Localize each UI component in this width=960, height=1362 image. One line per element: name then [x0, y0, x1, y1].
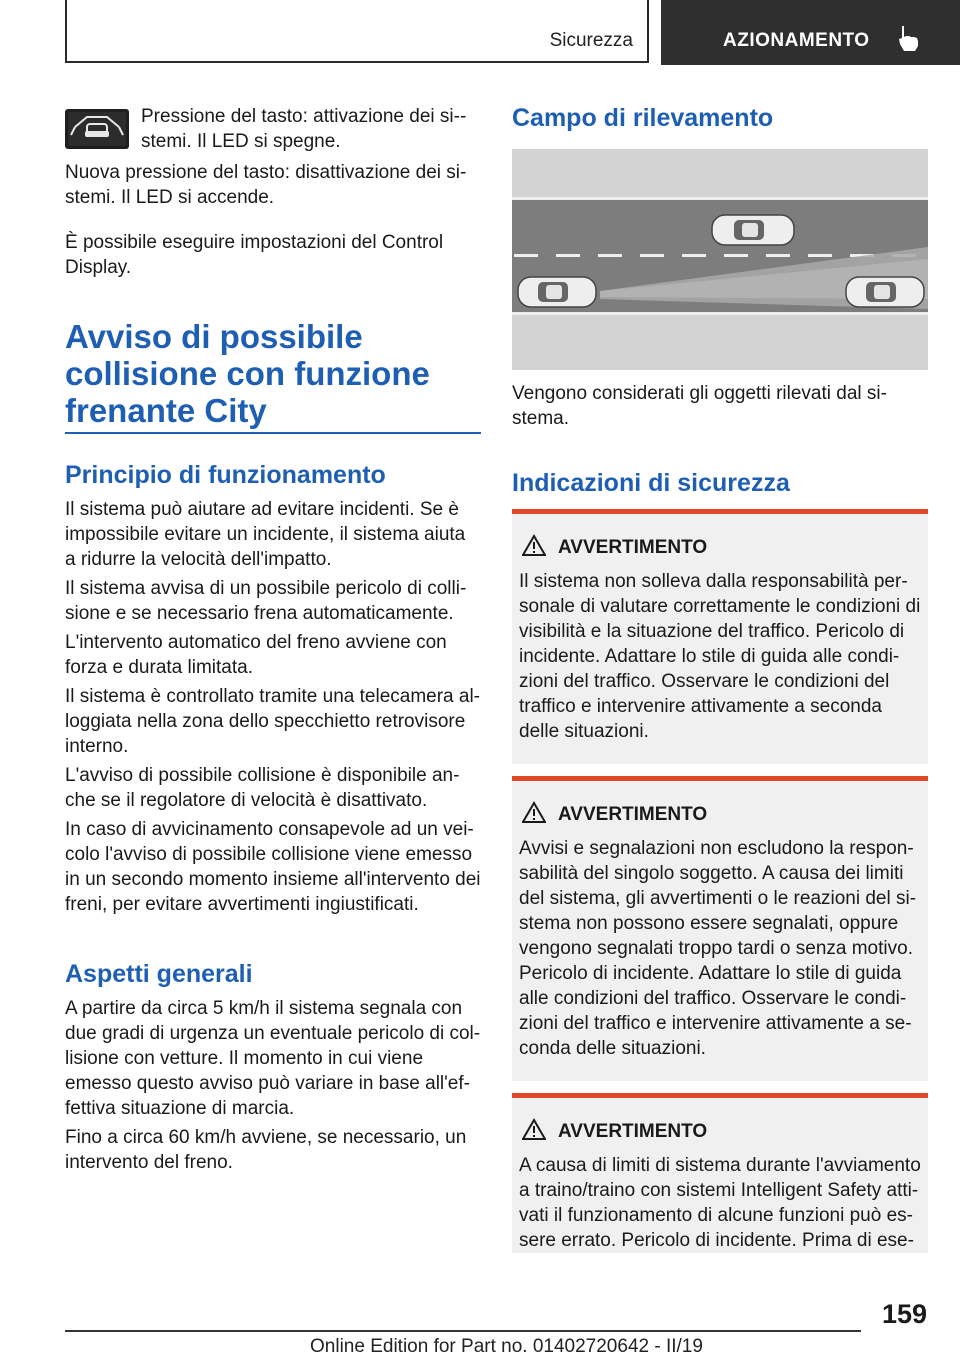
warning-text: Avvisi e segnalazioni non escludono la respon-sabilità del singolo soggetto. A causa dei limiti del sistema, gli avvertimenti o le reazioni del si-stema non possono essere segnalati, oppure vengono segnalati troppo tardi o senza motivo. Pericolo di incidente. Adattare lo stile di guida alle condizioni del traffico. Osservare le condi-zioni del traffico e intervenire attivamente a se-conda delle situazioni. — [519, 838, 917, 1059]
warning-box — [512, 509, 928, 764]
principle-paragraph: In caso di avvicinamento consapevole ad un vei-colo l'avviso di possibile collisione viene emesso in un secondo momento insieme all'intervento dei freni, per evitare avvertimenti ingiustificati. — [65, 819, 481, 915]
warning-label: AVVERTIMENTO — [558, 1121, 708, 1142]
general-paragraph: A partire da circa 5 km/h il sistema segnala con due gradi di urgenza un eventuale pericolo di col-lisione con vetture. Il momento in cui viene emesso questo avviso può variare in base all'ef-fettiva situazione di marcia. — [65, 998, 481, 1119]
pointing-hand-icon — [896, 24, 922, 52]
car-ahead-same-lane — [846, 277, 924, 307]
warning-label: AVVERTIMENTO — [558, 804, 708, 825]
detection-range-illustration — [512, 149, 928, 370]
principle-paragraph: Il sistema avvisa di un possibile pericolo di colli-sione e se necessario frena automaticamente. — [65, 578, 467, 624]
general-text — [65, 996, 481, 1175]
header-chapter-title: AZIONAMENTO — [723, 30, 870, 51]
principle-paragraph: Il sistema è controllato tramite una telecamera al-loggiata nella zona dello specchietto retrovisore interno. — [65, 686, 481, 757]
deactivate-paragraph: Nuova pressione del tasto: disattivazione dei si-stemi. Il LED si accende. — [65, 162, 467, 208]
principle-paragraph: L'intervento automatico del freno avviene con forza e durata limitata. — [65, 632, 447, 678]
warning-text: Il sistema non solleva dalla responsabilità per-sonale di valutare correttamente le condizioni di visibilità e la situazione del traffico. Pericolo di incidente. Adattare lo stile di guida alle condi-zioni del traffico. Osservare le condizioni del traffico e intervenire attivamente a seconda delle situazioni. — [519, 571, 921, 742]
principle-heading: Principio di funzionamento — [65, 461, 386, 489]
warning-label: AVVERTIMENTO — [558, 537, 708, 558]
principle-paragraph: L'avviso di possibile collisione è disponibile an-che se il regolatore di velocità è disattivato. — [65, 765, 460, 811]
settings-paragraph: È possibile eseguire impostazioni del Control Display. — [65, 232, 444, 278]
header-chapter-box — [661, 0, 960, 65]
button-description: Pressione del tasto: attivazione dei si-stemi. Il LED si spegne. — [141, 106, 467, 152]
principle-paragraph: Il sistema può aiutare ad evitare incidenti. Se è impossibile evitare un incidente, il sistema aiuta a ridurre la velocità dell'impatto. — [65, 499, 466, 570]
warning-triangle-icon — [522, 801, 546, 823]
warning-text: A causa di limiti di sistema durante l'avviamento a traino/traino con sistemi Intelligent Safety atti-vati il funzionamento di alcune funzioni può es-sere errato. Pericolo di incidente. Prima di ese- — [519, 1155, 921, 1251]
own-car — [518, 277, 596, 307]
warning-triangle-icon — [522, 1118, 546, 1140]
city-brake-button-icon — [65, 109, 129, 149]
header-section-box — [65, 0, 649, 63]
range-paragraph: Vengono considerati gli oggetti rilevati dal si-stema. — [512, 383, 887, 429]
general-paragraph: Fino a circa 60 km/h avviene, se necessario, un intervento del freno. — [65, 1127, 467, 1173]
principle-text — [65, 497, 481, 917]
page-number: 159 — [881, 1299, 927, 1329]
warning-box — [512, 1093, 928, 1253]
range-heading: Campo di rilevamento — [512, 104, 774, 132]
footer-rule — [65, 1330, 861, 1332]
heading-rule — [65, 432, 481, 434]
warning-triangle-icon — [522, 534, 546, 556]
car-ahead-left-lane — [712, 215, 794, 245]
warning-box — [512, 776, 928, 1081]
footer-edition: Online Edition for Part no. 01402720642 - II/19 — [310, 1336, 703, 1357]
road-diagram — [512, 149, 928, 370]
safety-heading: Indicazioni di sicurezza — [512, 469, 790, 497]
header-section-title: Sicurezza — [549, 30, 633, 51]
general-heading: Aspetti generali — [65, 960, 253, 988]
section-heading: Avviso di possibile collisione con funzione frenante City — [65, 318, 430, 429]
